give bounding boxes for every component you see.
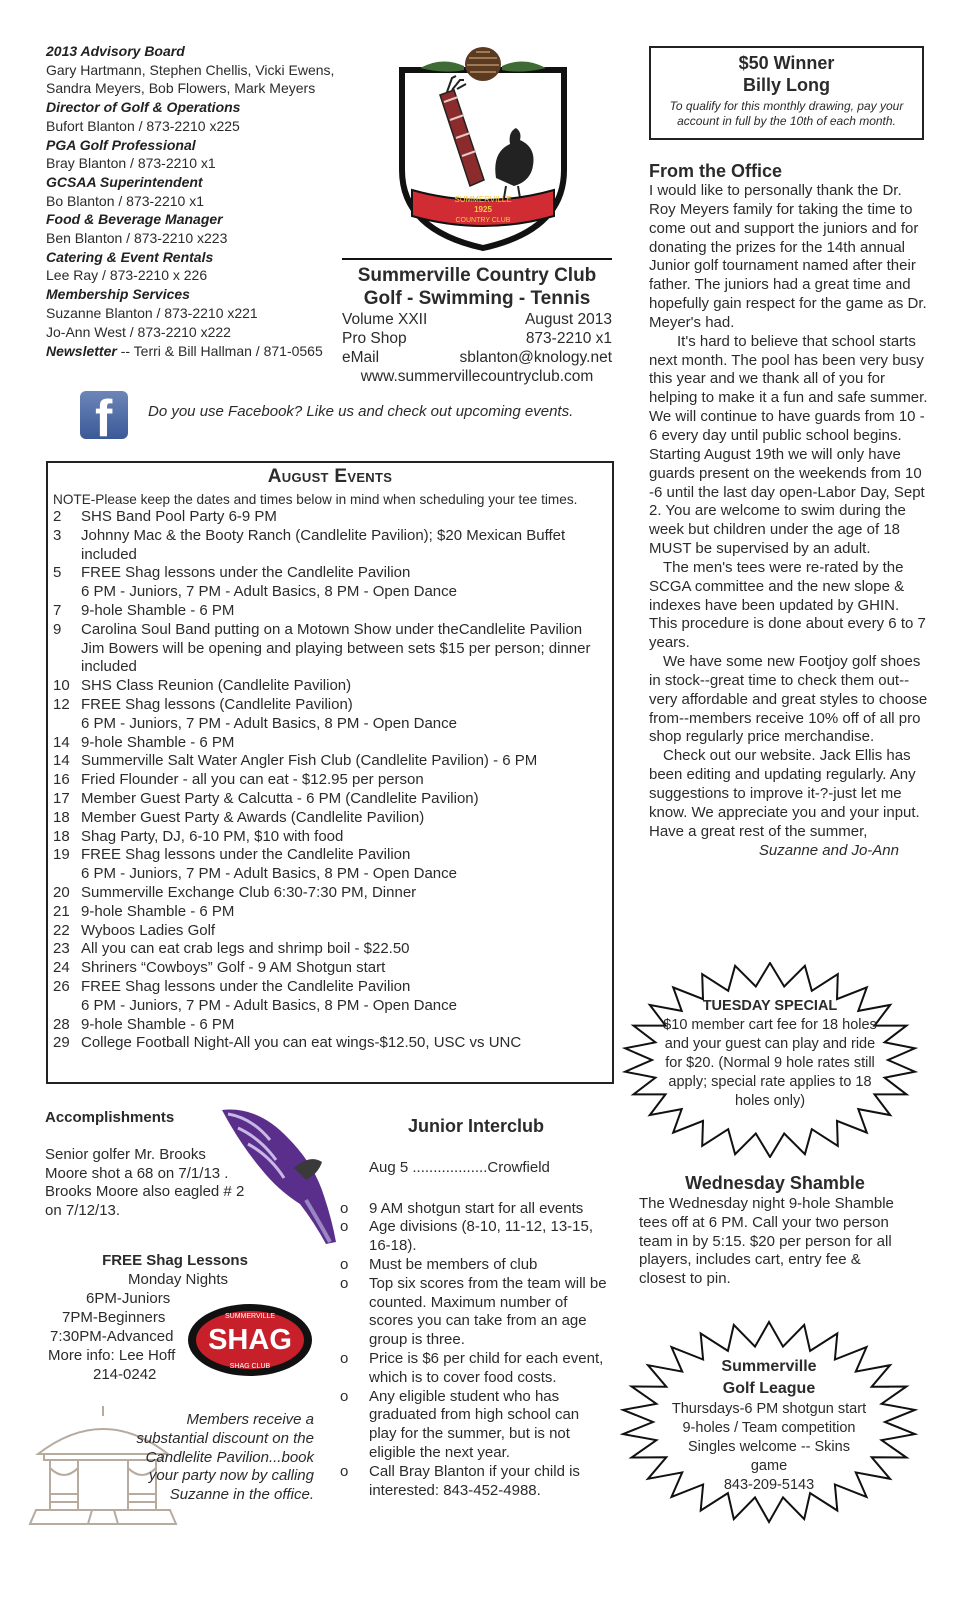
shag-line-2: 6PM-Juniors: [86, 1290, 171, 1307]
shag-line-5: More info: Lee Hoff: [48, 1347, 176, 1364]
event-text: All you can eat crab legs and shrimp boil - $22.50: [81, 940, 410, 958]
event-day: 19: [53, 846, 70, 864]
event-text: SHS Class Reunion (Candlelite Pavilion): [81, 677, 352, 695]
event-day: 24: [53, 959, 70, 977]
email-link[interactable]: sblanton@knology.net: [459, 349, 612, 366]
tuesday-special: [622, 962, 918, 1158]
volume: Volume XXII: [342, 311, 428, 328]
event-text: FREE Shag lessons (Candlelite Pavilion): [81, 695, 353, 713]
event-day: 17: [53, 789, 70, 807]
event-day: 7: [53, 601, 62, 619]
accomplishments-title: Accomplishments: [45, 1109, 175, 1126]
event-text: FREE Shag lessons under the Candlelite Pavilion: [81, 846, 411, 864]
email-row: [342, 348, 612, 367]
event-text: Shag Party, DJ, 6-10 PM, $10 with food: [81, 827, 344, 845]
board-role-label: Food & Beverage Manager: [46, 211, 223, 228]
volume-row: [342, 310, 612, 329]
facebook-text: Do you use Facebook? Like us and check out upcoming events.: [148, 403, 574, 420]
event-day: 28: [53, 1015, 70, 1033]
office-paragraph: It's hard to believe that school starts next month. The pool has been very busy this year and we thank all of you for helping to make it a fun and safe summer. We will continue to have guards from 10 - 6 every day until public school begins. Starting August 19th we will only have guards present on the weekends from 10 -6 until the last day open-Labor Day, Sept 2. You are welcome to swim during the week but children under the age of 18 MUST be supervised by an adult.: [649, 332, 928, 558]
board-contact: Ben Blanton / 873-2210 x223: [46, 230, 228, 247]
eagle-icon: [218, 1104, 340, 1248]
event-day: 18: [53, 808, 70, 826]
event-text: 6 PM - Juniors, 7 PM - Adult Basics, 8 PM - Open Dance: [81, 996, 457, 1014]
event-day: 29: [53, 1034, 70, 1052]
office-closing: Have a great rest of the summer,: [649, 822, 868, 840]
shag-title: FREE Shag Lessons: [102, 1252, 248, 1269]
event-text: Jim Bowers will be opening and playing between sets $15 per person; dinner included: [81, 639, 591, 676]
junior-list-item: o Call Bray Blanton if your child is interested: 843-452-4988.: [340, 1463, 608, 1501]
event-day: 2: [53, 508, 62, 525]
advisory-board: [46, 42, 336, 361]
event-day: 5: [53, 564, 62, 582]
office-title: From the Office: [649, 161, 783, 181]
events-title: August Events: [267, 466, 393, 487]
league-title-2: Golf League: [722, 1380, 816, 1397]
event-item: [53, 809, 612, 828]
league-title-1: Summerville: [721, 1358, 817, 1375]
club-sports: Golf - Swimming - Tennis: [363, 288, 591, 309]
newsletter-label: Newsletter: [46, 343, 117, 360]
event-text: Member Guest Party & Awards (Candlelite Pavilion): [81, 808, 425, 826]
board-contact: Bo Blanton / 873-2210 x1: [46, 192, 205, 209]
event-text: Summerville Salt Water Angler Fish Club (Candlelite Pavilion) - 6 PM: [81, 752, 538, 770]
event-day: [53, 583, 81, 602]
wednesday-body: The Wednesday night 9-hole Shamble tees off at 6 PM. Call your two person team in by 5:15. $20 per person for all players, includes cart, entry fee & closest to pin.: [639, 1195, 894, 1288]
event-item: [53, 997, 612, 1016]
winner-box: [649, 46, 924, 140]
board-role-label: Membership Services: [46, 286, 190, 303]
event-item: [53, 752, 612, 771]
board-lines: [46, 42, 336, 341]
event-item: [53, 1016, 612, 1035]
event-item: [53, 846, 612, 865]
event-text: 6 PM - Juniors, 7 PM - Adult Basics, 8 PM - Open Dance: [81, 865, 457, 883]
event-text: Wyboos Ladies Golf: [81, 921, 216, 939]
event-item: [53, 621, 612, 640]
club-name: Summerville Country Club: [357, 265, 597, 286]
event-item: [53, 734, 612, 753]
wednesday-shamble: [639, 1171, 911, 1289]
event-day: [53, 715, 81, 734]
event-item: [53, 903, 612, 922]
event-text: 9-hole Shamble - 6 PM: [81, 1015, 235, 1033]
wednesday-title: Wednesday Shamble: [685, 1173, 865, 1193]
league-line-4: 843-209-5143: [723, 1477, 815, 1493]
board-contact: Gary Hartmann, Stephen Chellis, Vicki Ewens,: [46, 61, 335, 78]
facebook-icon[interactable]: f: [80, 391, 128, 439]
event-day: 26: [53, 977, 70, 995]
event-item: [53, 828, 612, 847]
event-item: [53, 790, 612, 809]
winner-note: To qualify for this monthly drawing, pay your account in full by the 10th of each month.: [669, 99, 904, 128]
event-text: 9-hole Shamble - 6 PM: [81, 601, 235, 619]
website-link[interactable]: www.summervillecountryclub.com: [360, 368, 594, 385]
shag-club-logo: [186, 1302, 314, 1378]
event-day: 21: [53, 902, 70, 920]
masthead: [342, 264, 612, 386]
event-day: 14: [53, 752, 70, 770]
event-text: FREE Shag lessons under the Candlelite Pavilion: [81, 977, 411, 995]
junior-date-line: Aug 5 ..................Crowfield: [369, 1158, 550, 1176]
event-item: [53, 922, 612, 941]
event-item: [53, 602, 612, 621]
event-item: [53, 696, 612, 715]
shag-line-4: 7:30PM-Advanced: [50, 1328, 174, 1345]
league-line-3: Singles welcome -- Skins game: [688, 1439, 850, 1474]
office-paragraph: We have some new Footjoy golf shoes in stock--great time to check them out--very affordable and great styles to choose from--members receive 10% off of all pro shop regularly price merchandise.: [649, 653, 928, 746]
event-text: 9-hole Shamble - 6 PM: [81, 902, 235, 920]
event-item: [53, 771, 612, 790]
shag-logo-top: SUMMERVILLE: [224, 1313, 276, 1320]
junior-list: [340, 1200, 608, 1501]
event-text: Summerville Exchange Club 6:30-7:30 PM, Dinner: [81, 883, 417, 901]
from-the-office: [649, 160, 929, 860]
board-role-label: PGA Golf Professional: [46, 136, 196, 153]
event-item: [53, 865, 612, 884]
winner-name: Billy Long: [743, 75, 830, 95]
event-day: [53, 640, 81, 678]
event-text: FREE Shag lessons under the Candlelite Pavilion: [81, 564, 411, 582]
ribbon-bottom-text: COUNTRY CLUB: [455, 217, 511, 224]
event-day: [53, 997, 81, 1016]
event-day: 14: [53, 733, 70, 751]
tuesday-body: $10 member cart fee for 18 holes and your guest can play and ride for $20. (Normal 9 hole rates still apply; special rate applies to 18 holes only): [663, 1017, 877, 1109]
board-contact: Lee Ray / 873-2210 x 226: [46, 267, 208, 284]
event-text: Carolina Soul Band putting on a Motown Show under theCandlelite Pavilion: [81, 620, 583, 638]
event-text: Member Guest Party & Calcutta - 6 PM (Candlelite Pavilion): [81, 789, 479, 807]
board-role-label: GCSAA Superintendent: [46, 173, 203, 190]
event-item: [53, 677, 612, 696]
event-text: 6 PM - Juniors, 7 PM - Adult Basics, 8 PM - Open Dance: [81, 583, 457, 601]
league-line-1: Thursdays-6 PM shotgun start: [671, 1401, 867, 1417]
event-day: 18: [53, 827, 70, 845]
office-paragraph: I would like to personally thank the Dr. Roy Meyers family for taking the time to come out and support the juniors and for donating the prizes for the 14th annual Junior golf tournament named after their father. The juniors had a great time and hopefully gain respect for the game as Dr. Meyer's had.: [649, 182, 927, 331]
event-text: Fried Flounder - all you can eat - $12.95 per person: [81, 771, 424, 789]
logo-ribbon: [412, 190, 554, 226]
proshop-label: Pro Shop: [342, 330, 407, 347]
shag-line-1: Monday Nights: [128, 1271, 229, 1288]
league-text: [664, 1356, 874, 1495]
shag-logo-main: SHAG: [208, 1324, 292, 1356]
junior-list-item: o Price is $6 per child for each event, which is to cover food costs.: [340, 1350, 608, 1388]
event-day: 16: [53, 771, 70, 789]
shag-line-3: 7PM-Beginners: [62, 1309, 166, 1326]
board-contact: Sandra Meyers, Bob Flowers, Mark Meyers: [46, 80, 316, 97]
event-text: College Football Night-All you can eat wings-$12.50, USC vs UNC: [81, 1034, 522, 1052]
event-text: 9-hole Shamble - 6 PM: [81, 733, 235, 751]
accomplishments: [45, 1109, 245, 1221]
club-logo: [392, 40, 574, 252]
header-rule: [342, 258, 612, 260]
board-contact: Bufort Blanton / 873-2210 x225: [46, 117, 240, 134]
event-item: [53, 583, 612, 602]
event-item: [53, 640, 612, 678]
event-text: 6 PM - Juniors, 7 PM - Adult Basics, 8 PM - Open Dance: [81, 714, 457, 732]
events-note: NOTE-Please keep the dates and times below in mind when scheduling your tee times.: [53, 492, 578, 507]
office-paragraph: The men's tees were re-rated by the SCGA committee and the new slope & indexes have been updated by GHIN. This procedure is done about every 6 to 7 years.: [649, 558, 926, 652]
event-day: 3: [53, 526, 62, 544]
board-contact: Suzanne Blanton / 873-2210 x221: [46, 304, 258, 321]
accomplishments-body: Senior golfer Mr. Brooks Moore shot a 68 on 7/1/13 . Brooks Moore also eagled # 2 on 7/12/13.: [45, 1145, 245, 1220]
event-item: [53, 884, 612, 903]
event-day: 10: [53, 677, 70, 695]
event-day: 22: [53, 921, 70, 939]
golf-league: [620, 1320, 918, 1524]
event-item: [53, 978, 612, 997]
event-text: Shriners “Cowboys” Golf - 9 AM Shotgun start: [81, 959, 386, 977]
board-role-label: Director of Golf & Operations: [46, 99, 241, 116]
league-line-2: 9-holes / Team competition: [682, 1420, 856, 1436]
event-text: Johnny Mac & the Booty Ranch (Candlelite Pavilion); $20 Mexican Buffet included: [81, 526, 566, 563]
event-item: [53, 508, 612, 527]
junior-list-item: o Must be members of club: [340, 1256, 608, 1275]
tuesday-title: TUESDAY SPECIAL: [702, 998, 838, 1014]
ribbon-top-text: SUMMERVILLE: [454, 195, 512, 204]
event-item: [53, 715, 612, 734]
office-signature: Suzanne and Jo-Ann: [758, 841, 899, 859]
event-day: 12: [53, 695, 70, 713]
email-label: eMail: [342, 349, 380, 366]
events-list: [53, 508, 612, 1053]
proshop-phone: 873-2210 x1: [525, 330, 612, 347]
event-item: [53, 1034, 612, 1053]
junior-list-item: o Any eligible student who has graduated from high school can play for the summer, but is not eligible the next year.: [340, 1388, 608, 1463]
junior-interclub: [340, 1117, 608, 1500]
ribbon-year-text: 1925: [474, 205, 492, 214]
tuesday-text: [662, 997, 878, 1111]
board-role-label: 2013 Advisory Board: [46, 43, 185, 59]
shag-logo-bottom: SHAG CLUB: [229, 1363, 271, 1370]
event-item: [53, 564, 612, 583]
newsletter-line: [46, 342, 336, 361]
winner-title: $50 Winner: [738, 53, 835, 73]
newsletter-contact: -- Terri & Bill Hallman / 871-0565: [116, 343, 323, 360]
pavilion-text: Members receive a substantial discount on the Candlelite Pavilion...book your party now by calling Suzanne in the office.: [136, 1411, 314, 1504]
event-item: [53, 940, 612, 959]
event-day: [53, 865, 81, 884]
junior-list-item: o Top six scores from the team will be counted. Maximum number of scores you can take from an age group is three.: [340, 1275, 608, 1350]
event-text: SHS Band Pool Party 6-9 PM: [81, 508, 277, 525]
junior-title: Junior Interclub: [407, 1116, 544, 1136]
board-contact: Jo-Ann West / 873-2210 x222: [46, 323, 231, 340]
junior-list-item: o Age divisions (8-10, 11-12, 13-15, 16-18).: [340, 1218, 608, 1256]
event-day: 20: [53, 883, 70, 901]
august-events: [46, 461, 614, 1084]
office-paragraph: Check out our website. Jack Ellis has been editing and updating regularly. Any suggestions to improve it-?-just let me know. We appreciate you and your input.: [649, 747, 920, 821]
issue-date: August 2013: [524, 311, 612, 328]
board-role-label: Catering & Event Rentals: [46, 248, 214, 265]
event-day: 23: [53, 940, 70, 958]
office-paragraphs: [649, 182, 929, 823]
event-item: [53, 527, 612, 565]
proshop-row: [342, 329, 612, 348]
junior-list-item: o 9 AM shotgun start for all events: [340, 1200, 608, 1219]
shag-line-6: 214-0242: [93, 1366, 157, 1383]
board-contact: Bray Blanton / 873-2210 x1: [46, 155, 216, 172]
event-day: 9: [53, 620, 62, 638]
event-item: [53, 959, 612, 978]
